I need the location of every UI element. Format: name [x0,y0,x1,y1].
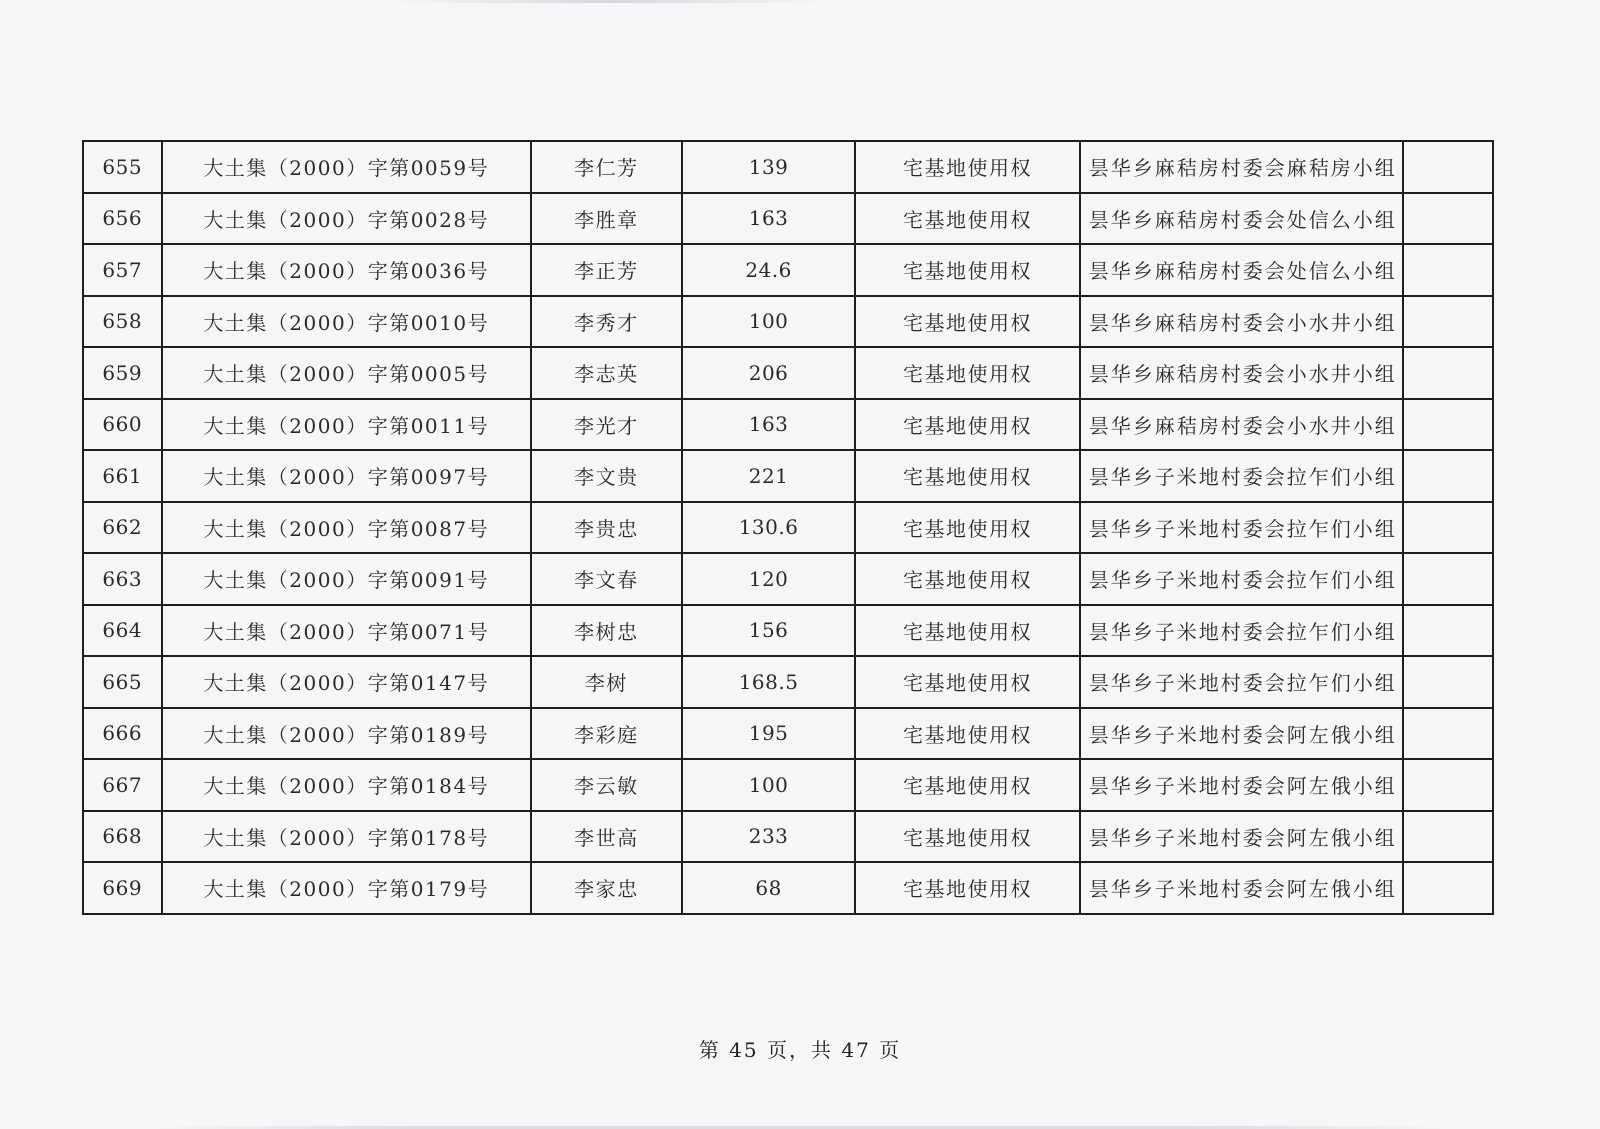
cell-note [1403,244,1493,296]
cell-location: 昙华乡麻秸房村委会小水井小组 [1080,296,1403,348]
cell-certificate-number: 大土集（2000）字第0059号 [162,141,531,193]
cell-row-number: 661 [83,450,162,502]
cell-note [1403,399,1493,451]
table-row [83,553,1493,605]
cell-location: 昙华乡子米地村委会阿左俄小组 [1080,811,1403,863]
table-row [83,347,1493,399]
table-row [83,244,1493,296]
table-row [83,759,1493,811]
cell-certificate-number: 大土集（2000）字第0011号 [162,399,531,451]
cell-holder-name: 李彩庭 [531,708,682,760]
cell-holder-name: 李秀才 [531,296,682,348]
cell-location: 昙华乡子米地村委会拉乍们小组 [1080,450,1403,502]
table-row [83,811,1493,863]
cell-note [1403,708,1493,760]
cell-right-type: 宅基地使用权 [855,296,1079,348]
cell-row-number: 665 [83,656,162,708]
cell-area: 163 [682,193,855,245]
cell-holder-name: 李文贵 [531,450,682,502]
cell-row-number: 664 [83,605,162,657]
cell-note [1403,862,1493,914]
cell-right-type: 宅基地使用权 [855,193,1079,245]
cell-row-number: 668 [83,811,162,863]
cell-area: 206 [682,347,855,399]
cell-right-type: 宅基地使用权 [855,399,1079,451]
cell-right-type: 宅基地使用权 [855,862,1079,914]
cell-location: 昙华乡麻秸房村委会麻秸房小组 [1080,141,1403,193]
cell-row-number: 667 [83,759,162,811]
cell-note [1403,502,1493,554]
cell-right-type: 宅基地使用权 [855,811,1079,863]
cell-holder-name: 李仁芳 [531,141,682,193]
cell-area: 100 [682,296,855,348]
cell-note [1403,656,1493,708]
cell-note [1403,347,1493,399]
cell-holder-name: 李志英 [531,347,682,399]
cell-area: 233 [682,811,855,863]
cell-note [1403,450,1493,502]
cell-row-number: 659 [83,347,162,399]
cell-holder-name: 李家忠 [531,862,682,914]
cell-holder-name: 李文春 [531,553,682,605]
cell-right-type: 宅基地使用权 [855,605,1079,657]
cell-right-type: 宅基地使用权 [855,450,1079,502]
table-row [83,141,1493,193]
cell-holder-name: 李胜章 [531,193,682,245]
cell-area: 139 [682,141,855,193]
cell-certificate-number: 大土集（2000）字第0147号 [162,656,531,708]
cell-certificate-number: 大土集（2000）字第0179号 [162,862,531,914]
cell-area: 221 [682,450,855,502]
cell-location: 昙华乡子米地村委会拉乍们小组 [1080,605,1403,657]
cell-note [1403,605,1493,657]
cell-certificate-number: 大土集（2000）字第0091号 [162,553,531,605]
cell-row-number: 658 [83,296,162,348]
table-row [83,605,1493,657]
cell-area: 168.5 [682,656,855,708]
cell-certificate-number: 大土集（2000）字第0071号 [162,605,531,657]
cell-location: 昙华乡子米地村委会阿左俄小组 [1080,759,1403,811]
cell-holder-name: 李贵忠 [531,502,682,554]
scan-edge-top [390,0,830,3]
table-row [83,656,1493,708]
cell-row-number: 666 [83,708,162,760]
cell-holder-name: 李云敏 [531,759,682,811]
cell-area: 100 [682,759,855,811]
cell-area: 24.6 [682,244,855,296]
cell-note [1403,553,1493,605]
table-row [83,502,1493,554]
cell-note [1403,759,1493,811]
cell-location: 昙华乡麻秸房村委会处信么小组 [1080,193,1403,245]
cell-area: 195 [682,708,855,760]
cell-right-type: 宅基地使用权 [855,502,1079,554]
table-row [83,708,1493,760]
cell-row-number: 656 [83,193,162,245]
cell-area: 130.6 [682,502,855,554]
table-row [83,193,1493,245]
cell-right-type: 宅基地使用权 [855,656,1079,708]
cell-location: 昙华乡子米地村委会拉乍们小组 [1080,553,1403,605]
cell-location: 昙华乡麻秸房村委会处信么小组 [1080,244,1403,296]
cell-note [1403,193,1493,245]
cell-holder-name: 李光才 [531,399,682,451]
cell-certificate-number: 大土集（2000）字第0005号 [162,347,531,399]
cell-location: 昙华乡子米地村委会拉乍们小组 [1080,502,1403,554]
cell-right-type: 宅基地使用权 [855,708,1079,760]
cell-row-number: 669 [83,862,162,914]
cell-note [1403,296,1493,348]
register-table-container [82,140,1494,915]
cell-row-number: 657 [83,244,162,296]
table-row [83,296,1493,348]
cell-certificate-number: 大土集（2000）字第0184号 [162,759,531,811]
page-number-footer: 第 45 页，共 47 页 [698,1038,902,1062]
cell-certificate-number: 大土集（2000）字第0178号 [162,811,531,863]
cell-location: 昙华乡麻秸房村委会小水井小组 [1080,347,1403,399]
cell-note [1403,811,1493,863]
cell-holder-name: 李正芳 [531,244,682,296]
cell-area: 120 [682,553,855,605]
cell-right-type: 宅基地使用权 [855,759,1079,811]
cell-holder-name: 李树忠 [531,605,682,657]
register-table [82,140,1494,915]
cell-certificate-number: 大土集（2000）字第0087号 [162,502,531,554]
cell-certificate-number: 大土集（2000）字第0036号 [162,244,531,296]
table-row [83,399,1493,451]
cell-location: 昙华乡子米地村委会阿左俄小组 [1080,862,1403,914]
cell-right-type: 宅基地使用权 [855,553,1079,605]
cell-certificate-number: 大土集（2000）字第0097号 [162,450,531,502]
cell-area: 163 [682,399,855,451]
cell-holder-name: 李世高 [531,811,682,863]
cell-right-type: 宅基地使用权 [855,141,1079,193]
cell-row-number: 660 [83,399,162,451]
cell-holder-name: 李树 [531,656,682,708]
cell-certificate-number: 大土集（2000）字第0028号 [162,193,531,245]
cell-row-number: 655 [83,141,162,193]
cell-row-number: 663 [83,553,162,605]
cell-note [1403,141,1493,193]
cell-certificate-number: 大土集（2000）字第0010号 [162,296,531,348]
table-body [83,141,1493,914]
cell-right-type: 宅基地使用权 [855,244,1079,296]
cell-right-type: 宅基地使用权 [855,347,1079,399]
cell-location: 昙华乡子米地村委会拉乍们小组 [1080,656,1403,708]
cell-location: 昙华乡麻秸房村委会小水井小组 [1080,399,1403,451]
cell-row-number: 662 [83,502,162,554]
cell-area: 156 [682,605,855,657]
cell-area: 68 [682,862,855,914]
table-row [83,450,1493,502]
cell-certificate-number: 大土集（2000）字第0189号 [162,708,531,760]
table-row [83,862,1493,914]
cell-location: 昙华乡子米地村委会阿左俄小组 [1080,708,1403,760]
